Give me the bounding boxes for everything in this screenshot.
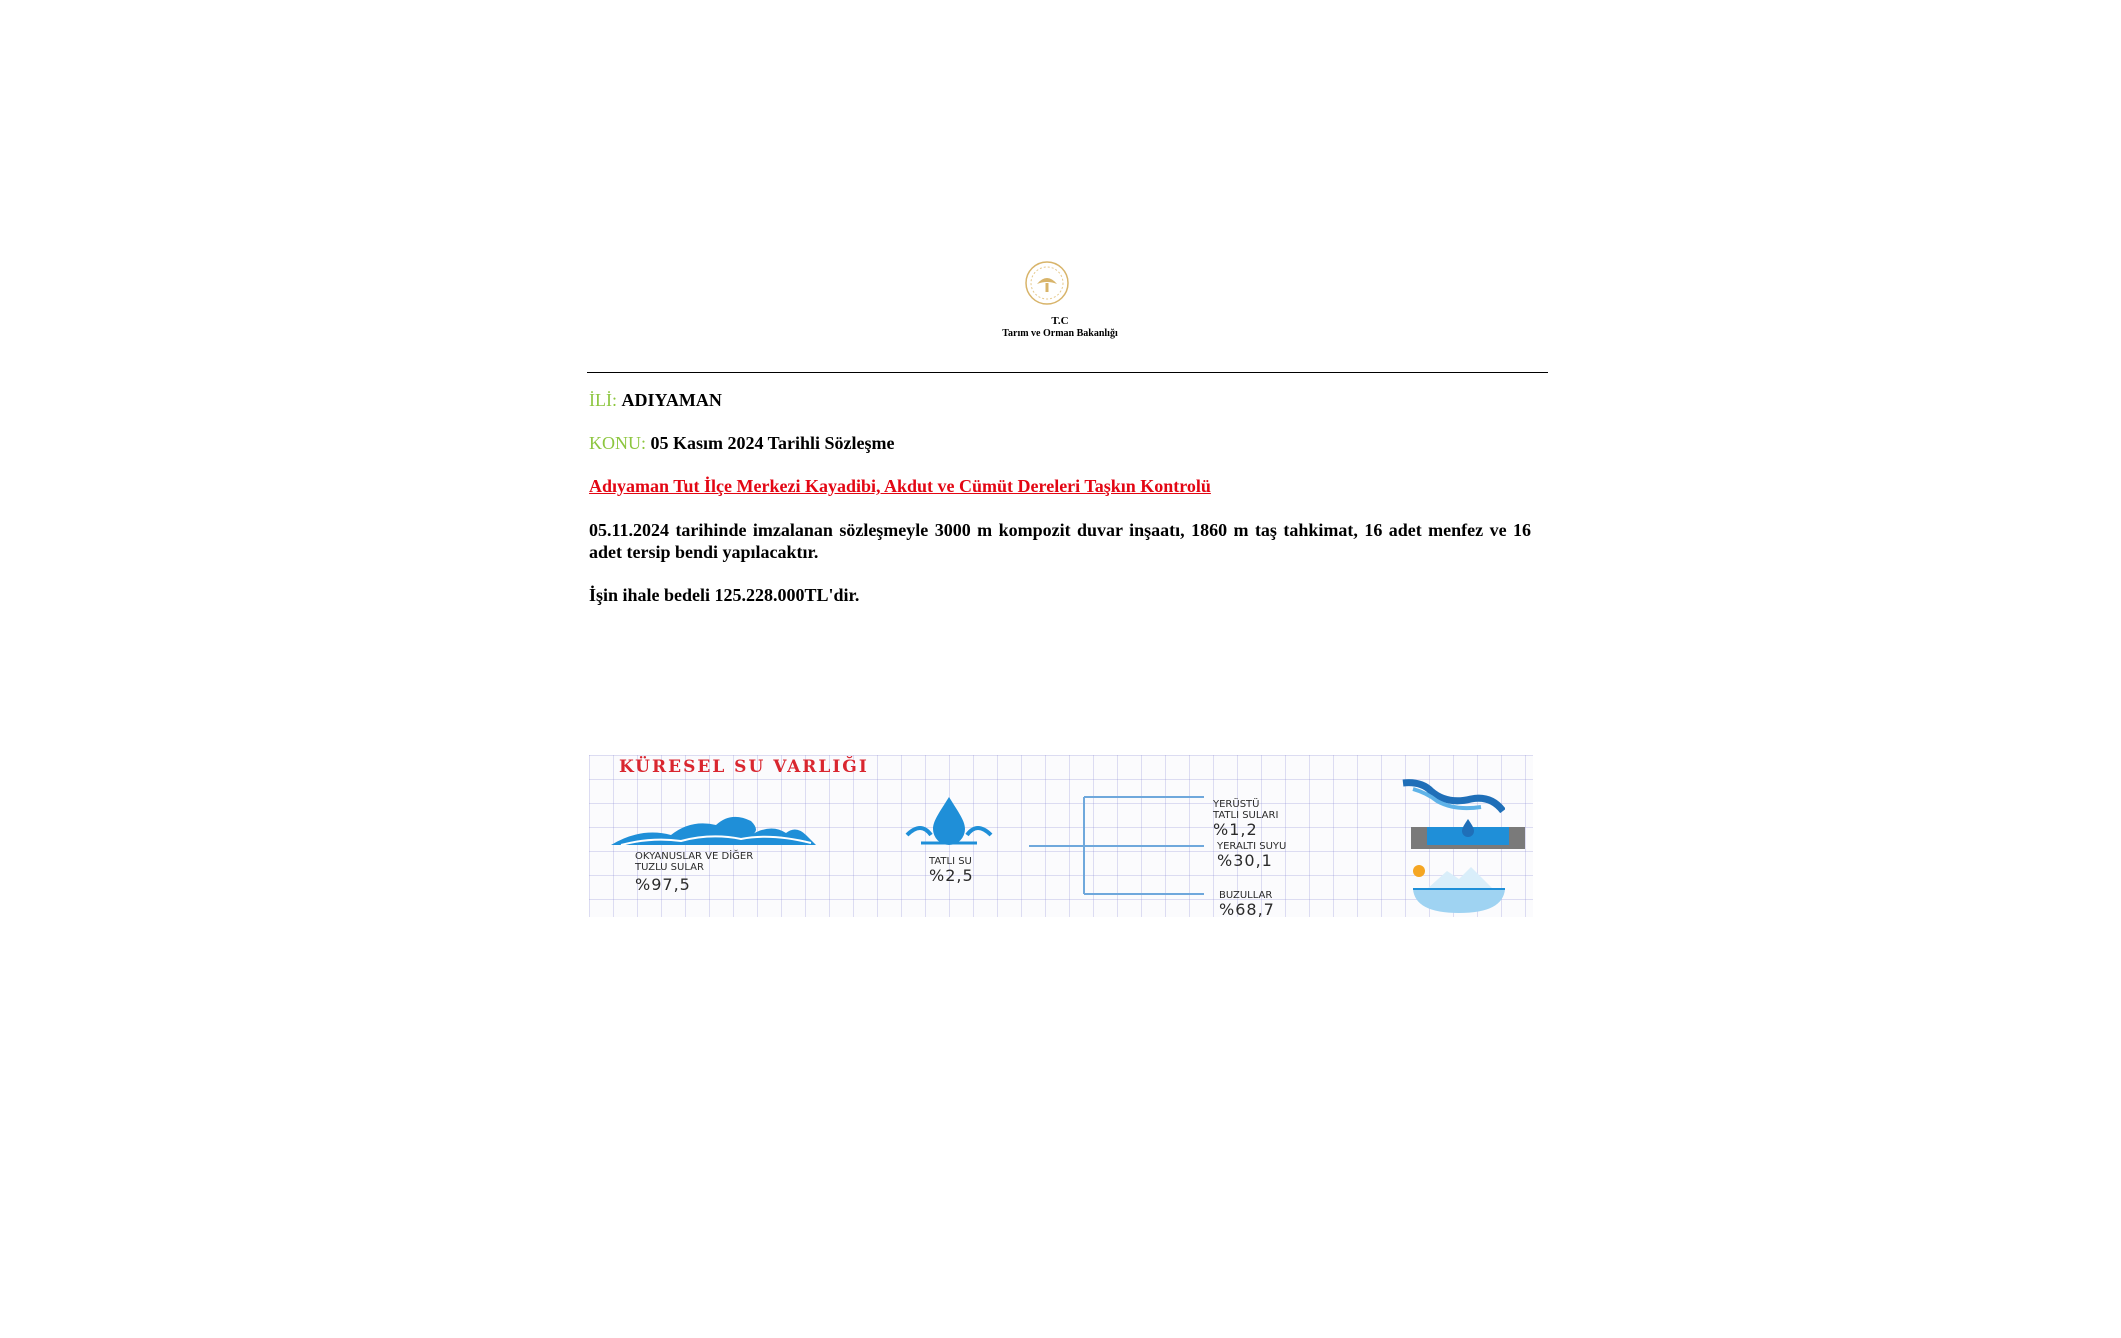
oceans-percent: %97,5 <box>635 875 691 894</box>
groundwater-label: YERALTI SUYU <box>1217 841 1287 852</box>
surface-label <box>1213 799 1278 821</box>
subject-line <box>589 433 895 454</box>
groundwater-icon <box>1411 819 1525 849</box>
body-paragraph: 05.11.2024 tarihinde imzalanan sözleşmeyle 3000 m kompozit duvar inşaatı, 1860 m taş tahkimat, 16 adet menfez ve 16 adet tersip bendi yapılacaktır. <box>589 520 1531 562</box>
header-ministry: Tarım ve Orman Bakanlığı <box>1002 328 1118 339</box>
connector-lines <box>589 755 1533 917</box>
province-value: ADIYAMAN <box>621 390 722 410</box>
subject-label: KONU: <box>589 433 646 453</box>
contract-cost: İşin ihale bedeli 125.228.000TL'dir. <box>589 585 860 605</box>
emblem-icon <box>1024 260 1070 306</box>
oceans-label-line1: OKYANUSLAR VE DİĞER <box>635 851 754 862</box>
header-tc: T.C <box>1051 315 1069 327</box>
groundwater-percent: %30,1 <box>1217 851 1273 870</box>
water-infographic <box>589 755 1533 917</box>
project-title: Adıyaman Tut İlçe Merkezi Kayadibi, Akdut ve Cümüt Dereleri Taşkın Kontrolü <box>589 476 1211 496</box>
river-icon <box>1401 779 1505 817</box>
surface-label-line1: YERÜSTÜ <box>1213 799 1260 810</box>
glaciers-label: BUZULLAR <box>1219 890 1273 901</box>
freshwater-label: TATLI SU <box>929 856 972 867</box>
oceans-label-line2: TUZLU SULAR <box>635 862 704 873</box>
infographic-title: KÜRESEL SU VARLIĞI <box>619 757 869 777</box>
surface-percent: %1,2 <box>1213 820 1258 839</box>
glaciers-percent: %68,7 <box>1219 900 1275 917</box>
subject-value: 05 Kasım 2024 Tarihli Sözleşme <box>650 433 895 453</box>
province-line <box>589 390 722 411</box>
header-divider <box>587 372 1548 373</box>
province-label: İLİ: <box>589 390 617 410</box>
ministry-emblem <box>1024 260 1070 306</box>
glacier-icon <box>1409 863 1509 915</box>
freshwater-percent: %2,5 <box>929 866 974 885</box>
surface-label-line2: TATLI SULARI <box>1213 810 1279 821</box>
